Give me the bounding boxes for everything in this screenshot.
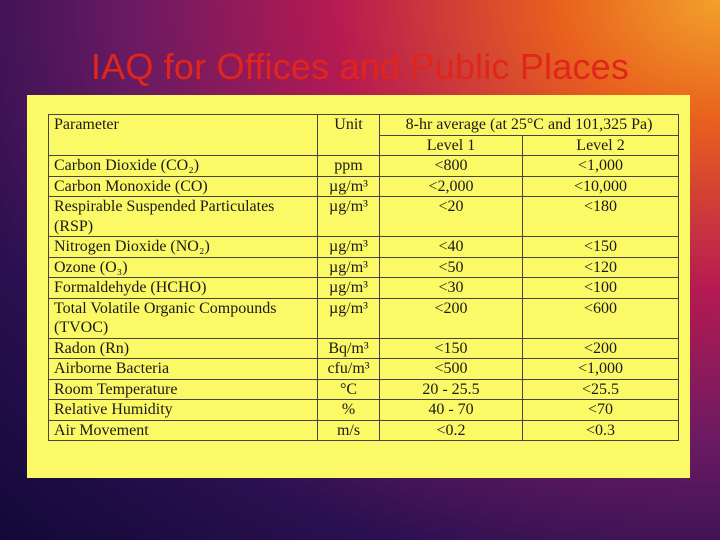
level2-cell: <200 <box>523 338 679 359</box>
level2-cell: <10,000 <box>523 176 679 197</box>
table-panel <box>27 95 690 478</box>
parameter-cell: Airborne Bacteria <box>49 359 318 380</box>
unit-cell: ppm <box>318 156 380 177</box>
unit-cell: % <box>318 400 380 421</box>
header-8hr-average: 8-hr average (at 25°C and 101,325 Pa) <box>380 115 679 136</box>
parameter-cell: Total Volatile Organic Compounds (TVOC) <box>49 298 318 338</box>
level2-cell: <150 <box>523 237 679 258</box>
parameter-cell: Radon (Rn) <box>49 338 318 359</box>
level1-cell: <2,000 <box>380 176 523 197</box>
level1-cell: 20 - 25.5 <box>380 379 523 400</box>
unit-cell: Bq/m³ <box>318 338 380 359</box>
table-row <box>49 420 679 441</box>
table-row <box>49 278 679 299</box>
header-unit: Unit <box>318 115 380 156</box>
table-row <box>49 298 679 338</box>
level1-cell: <0.2 <box>380 420 523 441</box>
level2-cell: <0.3 <box>523 420 679 441</box>
table-row <box>49 257 679 278</box>
level2-cell: <100 <box>523 278 679 299</box>
parameter-cell: Air Movement <box>49 420 318 441</box>
unit-cell: µg/m³ <box>318 197 380 237</box>
parameter-cell: Carbon Dioxide (CO₂) <box>49 156 318 177</box>
table-row <box>49 156 679 177</box>
level1-cell: <30 <box>380 278 523 299</box>
table-row <box>49 379 679 400</box>
level2-cell: <25.5 <box>523 379 679 400</box>
unit-cell: cfu/m³ <box>318 359 380 380</box>
unit-cell: µg/m³ <box>318 257 380 278</box>
level2-cell: <1,000 <box>523 359 679 380</box>
level1-cell: <50 <box>380 257 523 278</box>
level2-cell: <180 <box>523 197 679 237</box>
unit-cell: µg/m³ <box>318 237 380 258</box>
level2-cell: <70 <box>523 400 679 421</box>
level1-cell: <800 <box>380 156 523 177</box>
parameter-cell: Ozone (O₃) <box>49 257 318 278</box>
level1-cell: <200 <box>380 298 523 338</box>
parameter-cell: Relative Humidity <box>49 400 318 421</box>
header-parameter: Parameter <box>49 115 318 156</box>
table-row <box>49 400 679 421</box>
table-row <box>49 197 679 237</box>
unit-cell: µg/m³ <box>318 176 380 197</box>
unit-cell: °C <box>318 379 380 400</box>
header-level-2: Level 2 <box>523 135 679 156</box>
level2-cell: <1,000 <box>523 156 679 177</box>
level1-cell: <500 <box>380 359 523 380</box>
header-row-1 <box>49 115 679 136</box>
level1-cell: <40 <box>380 237 523 258</box>
level1-cell: <20 <box>380 197 523 237</box>
level1-cell: 40 - 70 <box>380 400 523 421</box>
parameter-cell: Nitrogen Dioxide (NO₂) <box>49 237 318 258</box>
unit-cell: µg/m³ <box>318 278 380 299</box>
slide-title: IAQ for Offices and Public Places <box>90 46 630 87</box>
table-row <box>49 359 679 380</box>
parameter-cell: Carbon Monoxide (CO) <box>49 176 318 197</box>
iaq-table <box>48 114 679 441</box>
level1-cell: <150 <box>380 338 523 359</box>
level2-cell: <600 <box>523 298 679 338</box>
table-row <box>49 237 679 258</box>
header-level-1: Level 1 <box>380 135 523 156</box>
parameter-cell: Respirable Suspended Particulates (RSP) <box>49 197 318 237</box>
unit-cell: µg/m³ <box>318 298 380 338</box>
level2-cell: <120 <box>523 257 679 278</box>
table-row <box>49 338 679 359</box>
parameter-cell: Formaldehyde (HCHO) <box>49 278 318 299</box>
parameter-cell: Room Temperature <box>49 379 318 400</box>
unit-cell: m/s <box>318 420 380 441</box>
table-row <box>49 176 679 197</box>
